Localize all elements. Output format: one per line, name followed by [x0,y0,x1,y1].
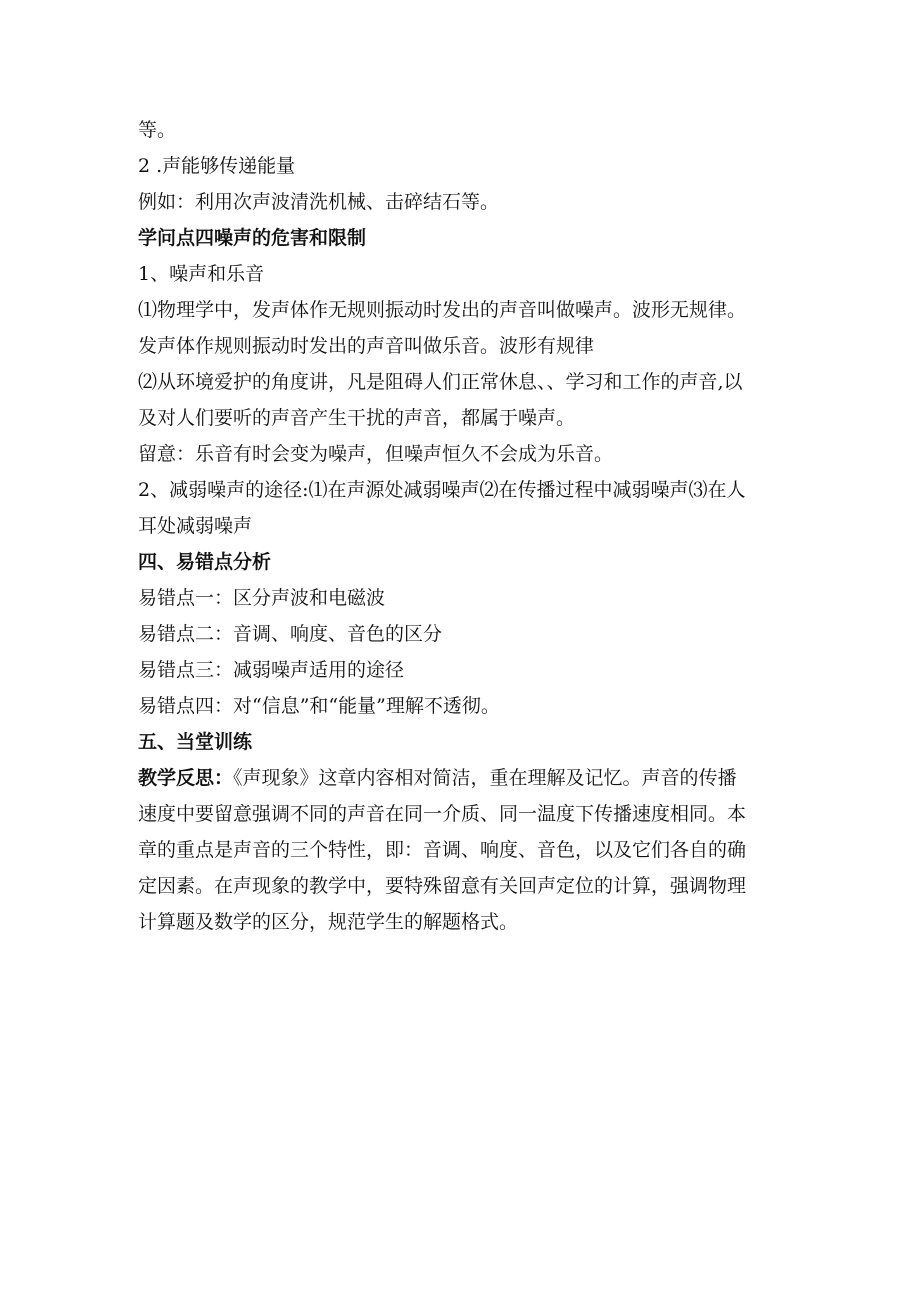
text-line: 例如：利用次声波清洗机械、击碎结石等。 [138,191,500,213]
section-heading: 四、易错点分析 [138,551,272,573]
text-line: ⑴物理学中，发声体作无规则振动时发出的声音叫做噪声。波形无规律。 [138,299,747,321]
text-line: 易错点三：减弱噪声适用的途径 [138,659,405,681]
text-line: 定因素。在声现象的教学中，要特殊留意有关回声定位的计算，强调物理 [138,875,747,897]
section-heading: 五、当堂训练 [138,731,253,753]
text-line: ⑵从环境爱护的角度讲，凡是阻碍人们正常休息、、学习和工作的声音,以 [138,371,743,393]
document-page [138,112,788,940]
text-line: 1、噪声和乐音 [138,263,265,285]
text-line: 留意：乐音有时会变为噪声，但噪声恒久不会成为乐音。 [138,443,614,465]
text-line: 计算题及数学的区分，规范学生的解题格式。 [138,911,519,933]
reflection-label: 教学反思： [138,767,234,789]
text-line: 易错点二：音调、响度、音色的区分 [138,623,443,645]
reflection-first-line [138,760,788,796]
text-line: 易错点一：区分声波和电磁波 [138,587,386,609]
text-line: 2 .声能够传递能量 [138,155,296,177]
text-line: 章的重点是声音的三个特性，即：音调、响度、音色，以及它们各自的确 [138,839,747,861]
text-line: 易错点四：对“信息”和“能量”理解不透彻。 [138,695,500,717]
section-heading: 学问点四噪声的危害和限制 [138,227,367,249]
text-line: 耳处减弱噪声 [138,515,253,537]
text-line: 等。 [138,119,177,141]
reflection-text: 《声现象》这章内容相对简洁，重在理解及记忆。声音的传播 [233,767,737,789]
text-line: 发声体作规则振动时发出的声音叫做乐音。波形有规律 [138,335,595,357]
text-line: 2、减弱噪声的途径:⑴在声源处减弱噪声⑵在传播过程中减弱噪声⑶在人 [138,479,746,501]
text-line: 速度中要留意强调不同的声音在同一介质、同一温度下传播速度相同。本 [138,803,747,825]
text-line: 及对人们要听的声音产生干扰的声音，都属于噪声。 [138,407,576,429]
